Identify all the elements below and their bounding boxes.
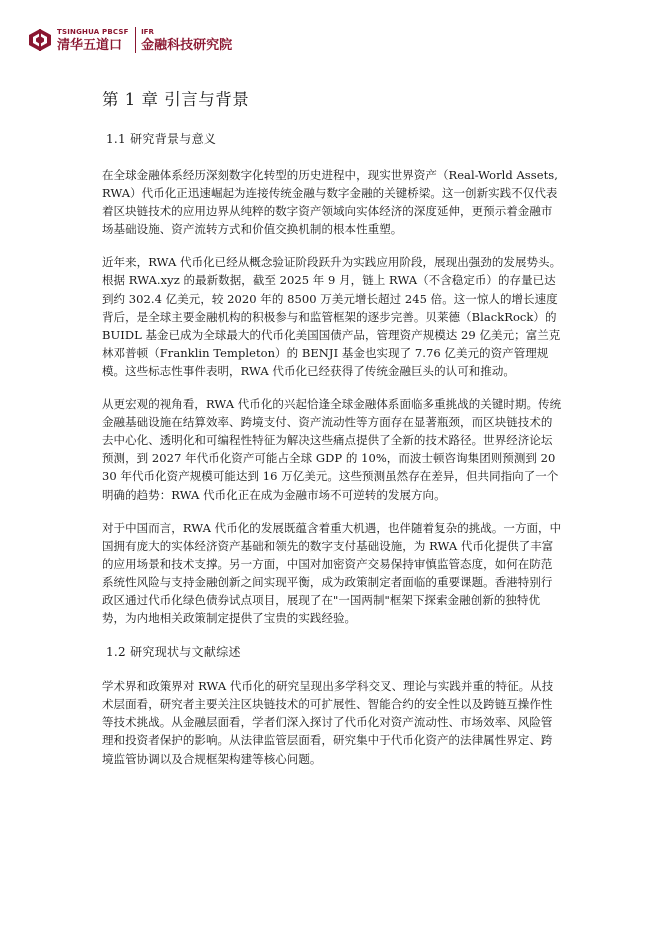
chapter-title: 第 1 章 引言与背景 bbox=[102, 90, 250, 109]
header-logo bbox=[28, 24, 232, 56]
section-title: 1.2 研究现状与文献综述 bbox=[106, 645, 241, 660]
brand-text bbox=[57, 29, 129, 52]
ifr-en: IFR bbox=[141, 27, 154, 36]
brand-cn: 清华五道口 bbox=[57, 37, 123, 53]
document-body bbox=[102, 84, 562, 768]
paragraph: 从更宏观的视角看，RWA 代币化的兴起恰逢全球金融体系面临多重挑战的关键时期。传统金融基础设施在结算效率、跨境支付、资产流动性等方面存在显著瓶颈，而区块链技术的去中心化、透明化和可编程性特征为解决这些痛点提供了全新的技术路径。世界经济论坛预测，到 2027 年代币化资产可能占全球 GDP 的 10%，而波士顿咨询集团则预测到 2030 年代币化资产规模可能达到 16 万亿美元。这些预测虽然存在差异，但共同指向了一个明确的趋势：RWA 代币化正在成为金融市场不可逆转的发展方向。 bbox=[102, 397, 562, 502]
tsinghua-logo-icon bbox=[28, 28, 52, 52]
paragraph: 在全球金融体系经历深刻数字化转型的历史进程中，现实世界资产（Real-World Assets, RWA）代币化正迅速崛起为连接传统金融与数字金融的关键桥梁。这一创新实践不仅代表着区块链技术的应用边界从纯粹的数字资产领域向实体经济的深度延伸，更预示着金融市场基础设施、资产流转方式和价值交换机制的根本性重塑。 bbox=[102, 168, 558, 237]
ifr-cn: 金融科技研究院 bbox=[141, 37, 233, 53]
paragraph: 对于中国而言，RWA 代币化的发展既蕴含着重大机遇，也伴随着复杂的挑战。一方面，中国拥有庞大的实体经济资产基础和领先的数字支付基础设施，为 RWA 代币化提供了丰富的应用场景和技术支撑。另一方面，中国对加密资产交易保持审慎监管态度，如何在防范系统性风险与支持金融创新之间实现平衡，成为政策制定者面临的重要课题。香港特别行政区通过代币化绿色债券试点项目，展现了在"一国两制"框架下探索金融创新的独特优势，为内地相关政策制定提供了宝贵的实践经验。 bbox=[102, 520, 562, 626]
section-title: 1.1 研究背景与意义 bbox=[106, 132, 217, 146]
ifr-text bbox=[141, 29, 232, 52]
logo-divider bbox=[135, 27, 137, 53]
paragraph: 学术界和政策界对 RWA 代币化的研究呈现出多学科交叉、理论与实践并重的特征。从技术层面看，研究者主要关注区块链技术的可扩展性、智能合约的安全性以及跨链互操作性等技术挑战。从金融层面看，学者们深入探讨了代币化对资产流动性、市场效率、风险管理和投资者保护的影响。从法律监管层面看，研究集中于代币化资产的法律属性界定、跨境监管协调以及合规框架构建等核心问题。 bbox=[102, 679, 554, 766]
paragraph: 近年来，RWA 代币化已经从概念验证阶段跃升为实践应用阶段，展现出强劲的发展势头。根据 RWA.xyz 的最新数据，截至 2025 年 9 月，链上 RWA（不含稳定币）的存量已达到约 302.4 亿美元，较 2020 年的 8500 万美元增长超过 245 倍。这一惊人的增长速度背后，是全球主要金融机构的积极参与和监管框架的逐步完善。贝莱德（BlackRock）的 BUIDL 基金已成为全球最大的代币化美国国债产品，管理资产规模达 29 亿美元；富兰克林邓普顿（Franklin Templeton）的 BENJI 基金也实现了 7.76 亿美元的资产管理规模。这些标志性事件表明，RWA 代币化已经获得了传统金融巨头的认可和推动。 bbox=[102, 255, 562, 378]
brand-en: TSINGHUA PBCSF bbox=[57, 27, 129, 36]
